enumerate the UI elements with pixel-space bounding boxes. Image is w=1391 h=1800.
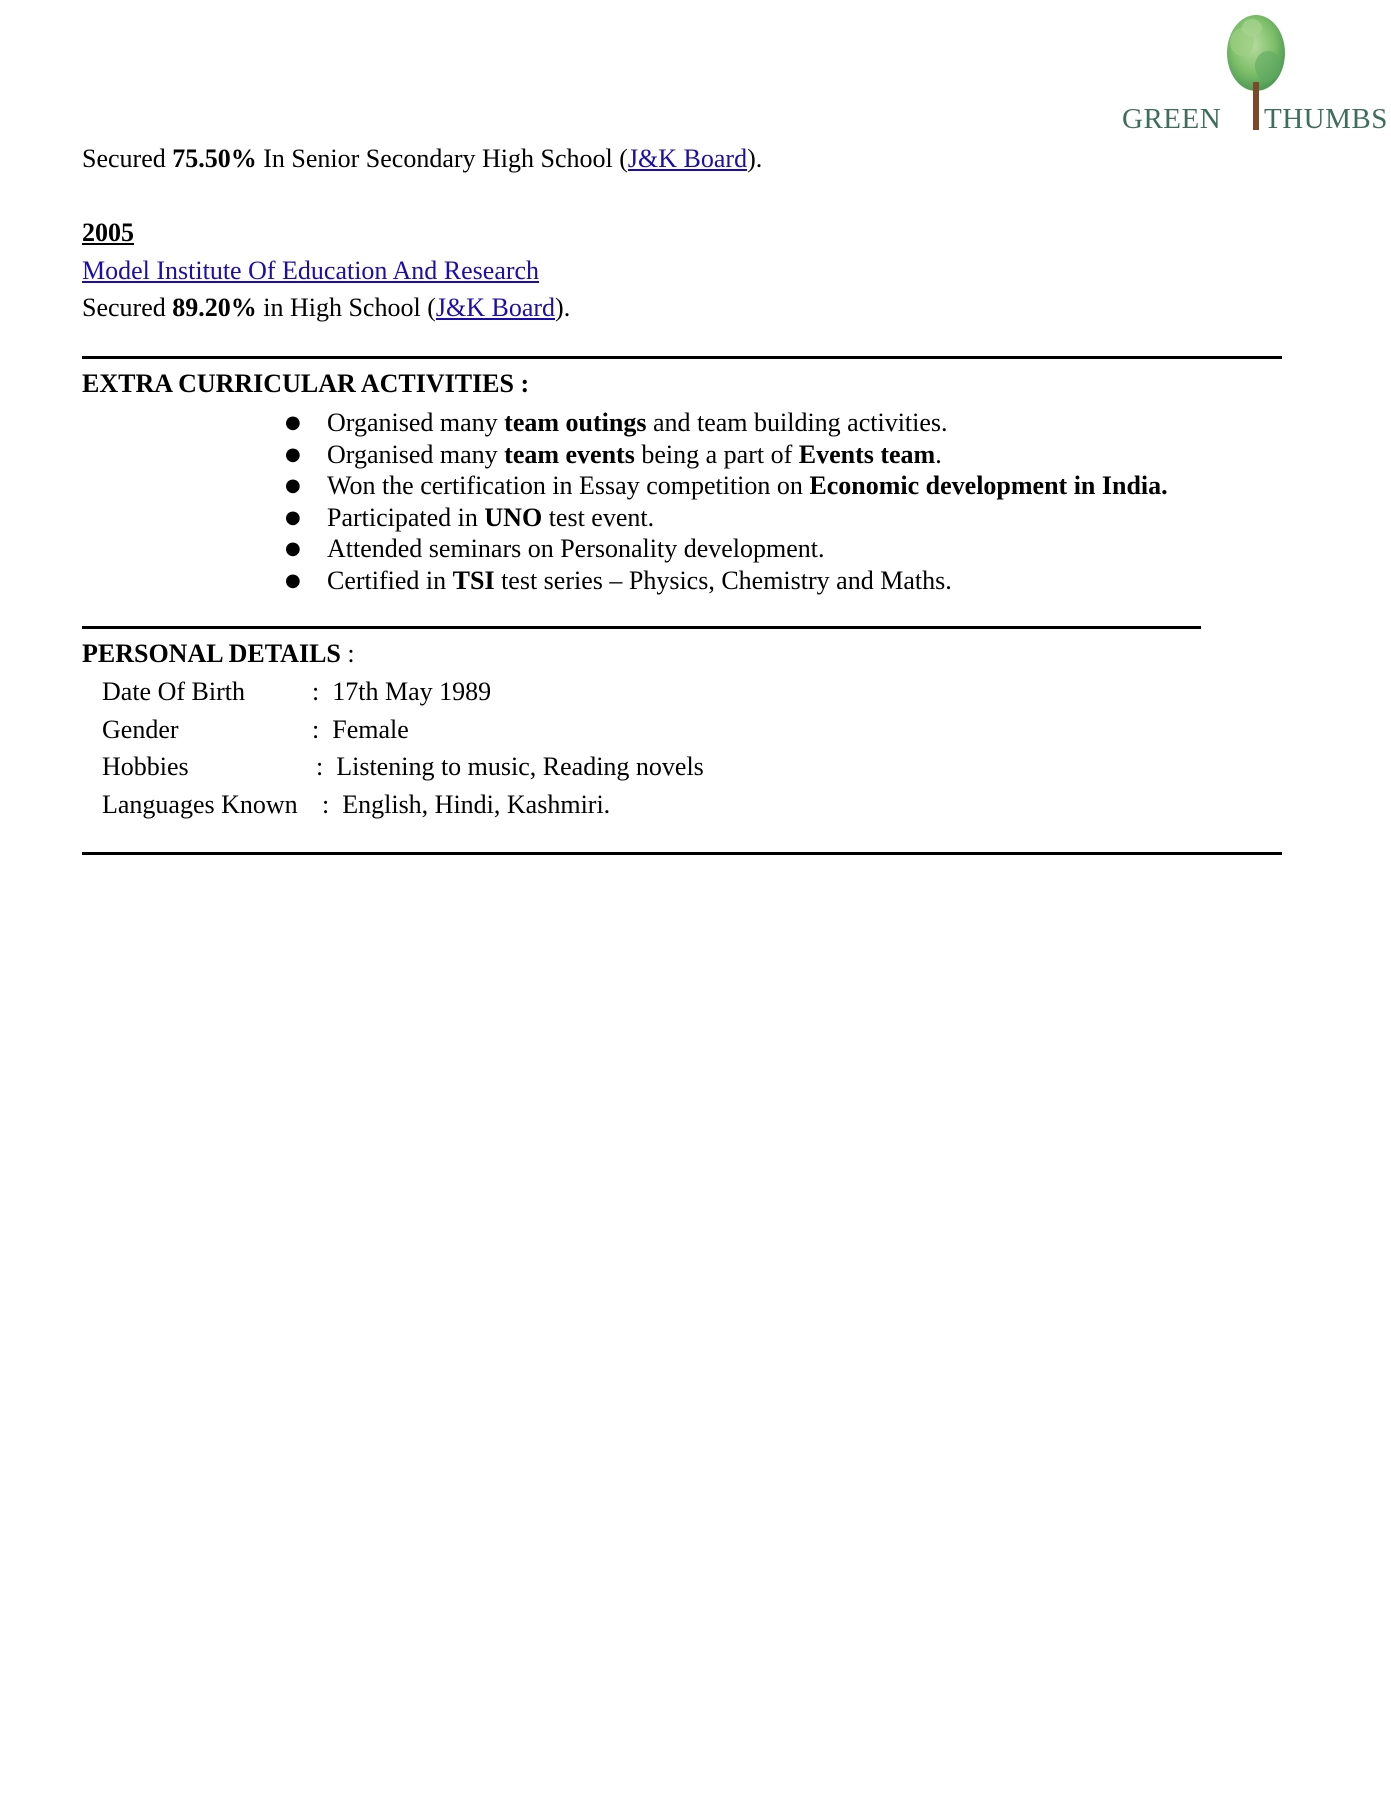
green-thumbs-logo — [1122, 8, 1388, 133]
list-item: ● Attended seminars on Personality development. — [285, 534, 825, 563]
bullet-icon: ● — [285, 412, 301, 433]
jk-board-link-2[interactable]: J&K Board — [435, 293, 556, 322]
education-year: 2005 — [82, 218, 134, 247]
jk-board-link[interactable]: J&K Board — [627, 144, 748, 173]
bullet-icon: ● — [285, 475, 301, 496]
bullet-icon: ● — [285, 443, 301, 465]
detail-row-hobbies: Hobbies : Listening to music, Reading novels — [102, 752, 704, 781]
detail-row-languages: Languages Known : English, Hindi, Kashmiri. — [102, 790, 611, 819]
senior-secondary-result: Secured 75.50% In Senior Secondary High School (J&K Board). — [82, 144, 763, 173]
high-school-score: 89.20% — [172, 293, 257, 322]
institute-line — [82, 256, 539, 286]
senior-secondary-score: 75.50% — [172, 144, 257, 173]
activities-list — [285, 407, 1168, 596]
logo-word-thumbs: THUMBS — [1264, 103, 1388, 135]
bullet-icon: ● — [285, 569, 301, 591]
detail-row-gender: Gender : Female — [102, 715, 409, 744]
logo-word-green: GREEN — [1122, 103, 1222, 135]
institute-link[interactable]: Model Institute Of Education And Research — [82, 256, 540, 285]
section-divider — [82, 356, 1282, 359]
list-item: ● Won the certification in Essay competition on Economic development in India. — [285, 471, 1168, 500]
list-item: ● Participated in UNO test event. — [285, 502, 655, 532]
section-divider — [82, 626, 1201, 629]
extra-curricular-heading: EXTRA CURRICULAR ACTIVITIES : — [82, 369, 530, 398]
bullet-icon: ● — [285, 538, 301, 559]
list-item: ● Organised many team outings and team building activities. — [285, 408, 948, 437]
list-item: ● Certified in TSI test series – Physics, Chemistry and Maths. — [285, 565, 952, 595]
bullet-icon: ● — [285, 506, 301, 528]
personal-details-heading: PERSONAL DETAILS : — [82, 639, 355, 668]
detail-row-dob: Date Of Birth : 17th May 1989 — [102, 677, 492, 706]
list-item: ● Organised many team events being a part of Events team. — [285, 439, 942, 469]
high-school-result: Secured 89.20% in High School (J&K Board). — [82, 293, 571, 322]
section-divider — [82, 852, 1282, 855]
